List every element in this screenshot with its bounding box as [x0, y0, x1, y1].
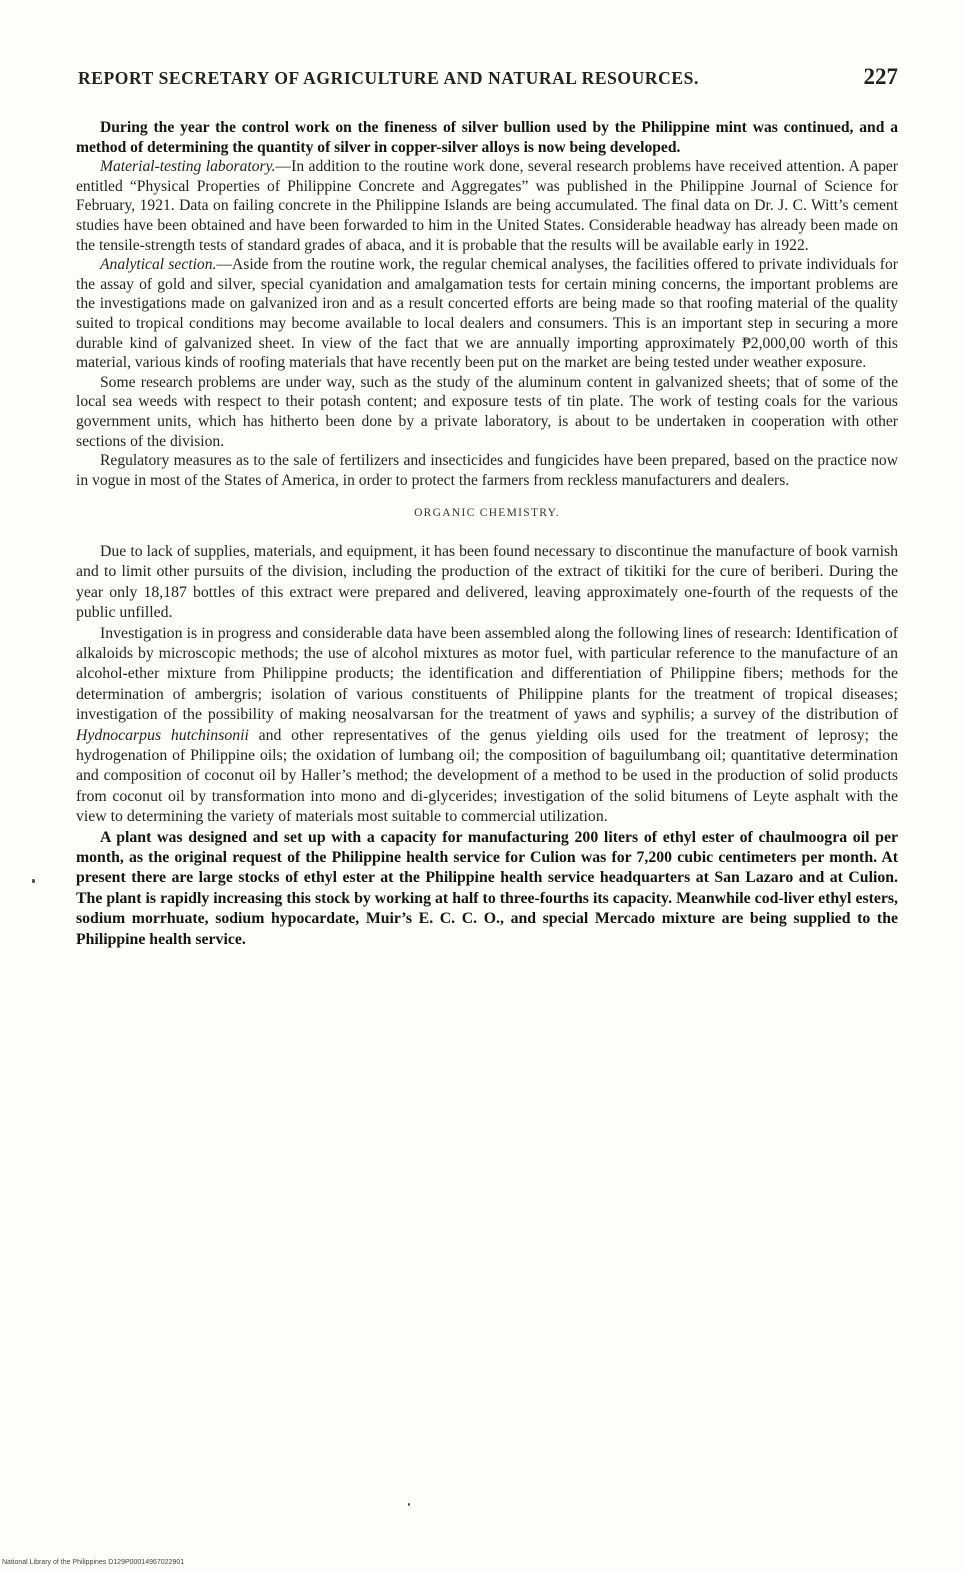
paragraph-regulatory-measures [76, 451, 898, 490]
paragraph-text: —In addition to the routine work done, several research problems have received attention. A paper entitled “Physical Properties of Philippine Concrete and Aggregates” was published in the Philippine Journal of Science for February, 1921. Data on failing concrete in the Philippine Islands are being accumulated. The final data on Dr. J. C. Witt’s cement studies have been obtained and have been forwarded to him in the United States. Considerable headway has already been made on the tensile-strength tests of standard grades of abaca, and it is probable that the results will be available early in 1922. [76, 158, 898, 254]
page-number: 227 [863, 64, 898, 89]
paragraph-research-problems [76, 373, 898, 451]
paragraph-text: Some research problems are under way, such as the study of the aluminum content in galvanized sheets; that of some of the local sea weeds with respect to their potash content; and exposure tests of tin plate. The work of testing coals for the various government units, which has hitherto been done by a private laboratory, is about to be undertaken in cooperation with other sections of the division. [76, 373, 898, 450]
paragraph-text: Regulatory measures as to the sale of fertilizers and insecticides and fungicides have been prepared, based on the practice now in vogue in most of the States of America, in order to protect the farmers from reckless manufacturers and dealers. [76, 452, 898, 489]
section-heading-organic-chemistry: ORGANIC CHEMISTRY. [414, 507, 560, 520]
run-in-heading: Analytical section. [100, 256, 217, 274]
paragraph-ethyl-ester-plant [76, 828, 898, 950]
run-in-heading: Material-testing laboratory. [100, 158, 276, 176]
paragraph-silver-bullion [76, 118, 898, 157]
paragraph-text: —Aside from the routine work, the regular chemical analyses, the facilities offered to private individuals for the assay of gold and silver, special cyanidation and amalgamation tests for certain mining concerns, the important problems are the investigations made on galvanized iron and as a result concerted efforts are being made so that roofing material of the quality suited to tropical conditions may become available to local dealers and consumers. This is an important step in securing a more durable kind of galvanized sheet. In view of the fact that we are annually importing approximately ₱2,000,00 worth of this material, various kinds of roofing materials that have recently been put on the market are being tested under weather exposure. [76, 256, 898, 372]
running-head-title: REPORT SECRETARY OF AGRICULTURE AND NATURAL RESOURCES. [78, 68, 699, 88]
paragraph-text: Due to lack of supplies, materials, and equipment, it has been found necessary to discontinue the manufacture of book varnish and to limit other pursuits of the division, including the production of the extract of tikitiki for the cure of beriberi. During the year only 18,187 bottles of this extract were prepared and delivered, leaving approximately one-fourth of the requests of the public unfilled. [76, 542, 898, 622]
running-head [78, 64, 898, 92]
paragraph-text: During the year the control work on the fineness of silver bullion used by the Philippine mint was continued, and a method of determining the quantity of silver in copper-silver alloys is now being developed. [76, 119, 898, 156]
scan-speck [408, 1503, 410, 1506]
species-name: Hydnocarpus hutchinsonii [76, 726, 249, 744]
library-stamp: National Library of the Philippines D129P00014967022901 [2, 1559, 185, 1566]
organic-chemistry-section [76, 542, 898, 950]
report-body [76, 118, 898, 950]
scan-speck [32, 879, 35, 883]
paragraph-lack-of-supplies [76, 542, 898, 624]
paragraph-investigation [76, 624, 898, 828]
paragraph-text: A plant was designed and set up with a capacity for manufacturing 200 liters of ethyl ester of chaulmoogra oil per month, as the original request of the Philippine health service for Culion was for 7,200 cubic centimeters per month. At present there are large stocks of ethyl ester at the Philippine health service headquarters at San Lazaro and at Culion. The plant is rapidly increasing this stock by working at half to three-fourths its capacity. Meanwhile cod-liver ethyl esters, sodium morrhuate, sodium hypocardate, Muir’s E. C. C. O., and special Mercado mixture are being supplied to the Philippine health service. [76, 828, 898, 948]
paragraph-text: and other representatives of the genus yielding oils used for the treatment of leprosy; the hydrogenation of Philippine oils; the oxidation of lumbang oil; the composition of baguilumbang oil; quantitative determination and composition of coconut oil by Haller’s method; the development of a method to be used in the production of solid products from coconut oil by transformation into mono and di-glycerides; investigation of the solid bitumens of Leyte asphalt with the view to determining the variety of materials most suitable to commercial utilization. [76, 726, 898, 826]
paragraph-analytical-section [76, 255, 898, 373]
paragraph-material-testing [76, 157, 898, 255]
paragraph-text: Investigation is in progress and considerable data have been assembled along the following lines of research: Identification of alkaloids by microscopic methods; the use of alcohol mixtures as motor fuel, with particular reference to the manufacture of an alcohol-ether mixture from Philippine products; the identification and differentiation of Philippine fibers; methods for the determination of ambergris; isolation of various constituents of Philippine plants for the treatment of tropical diseases; investigation of the possibility of making neosalvarsan for the treatment of yaws and syphilis; a survey of the distribution of [76, 624, 898, 724]
